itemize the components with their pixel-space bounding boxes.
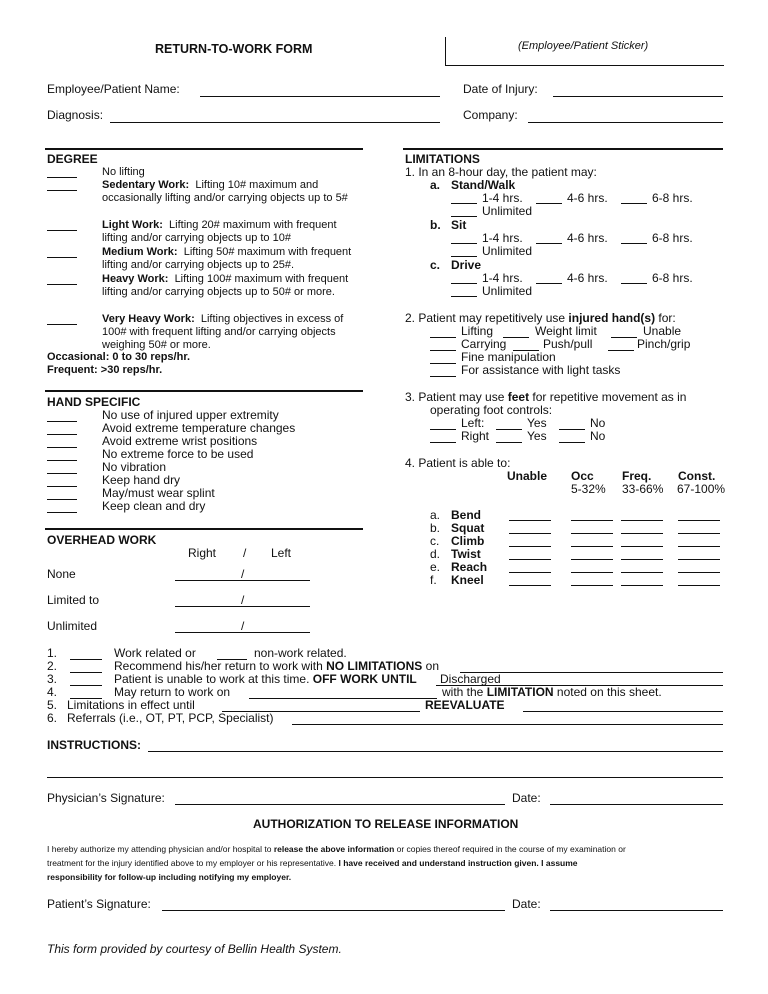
degree-item-medium: Medium Work: Lifting 50# maximum with frequent lifting and/or carrying objects up to 25#. xyxy=(102,246,352,271)
physician-signature-label: Physician’s Signature: xyxy=(47,791,165,805)
action-letter: d. xyxy=(430,547,441,561)
stand-unlimited-field[interactable] xyxy=(451,216,477,217)
referrals-text: Referrals (i.e., OT, PT, PCP, Specialist) xyxy=(67,711,274,725)
q3-yes: Yes xyxy=(527,429,547,443)
num-1: 1. xyxy=(47,646,58,660)
instructions-label: INSTRUCTIONS: xyxy=(47,738,141,752)
opt-1-4: 1-4 hrs. xyxy=(482,231,523,245)
auth-title: AUTHORIZATION TO RELEASE INFORMATION xyxy=(253,817,519,831)
action-rating-field[interactable] xyxy=(509,572,551,573)
col-freq-pct: 33-66% xyxy=(622,482,664,496)
q3-text: 3. Patient may use feet for repetitive movement as in xyxy=(405,390,687,404)
injury-date-field[interactable] xyxy=(553,96,723,97)
hand-checkbox[interactable] xyxy=(47,473,77,474)
group-stand-walk: Stand/Walk xyxy=(451,178,516,192)
num-3: 3. xyxy=(47,672,58,686)
reevaluate-label: REEVALUATE xyxy=(425,698,505,712)
limitations-until-text: Limitations in effect until xyxy=(67,698,195,712)
opt-unlimited: Unlimited xyxy=(482,284,533,298)
action-rating-field[interactable] xyxy=(571,546,613,547)
q3-right-no-field[interactable] xyxy=(559,442,585,443)
name-field[interactable] xyxy=(200,96,440,97)
action-rating-field[interactable] xyxy=(621,572,663,573)
hand-rule xyxy=(45,390,363,392)
stand-1-4-field[interactable] xyxy=(451,203,477,204)
overhead-sep: / xyxy=(241,619,245,633)
q3-left-no-field[interactable] xyxy=(559,429,585,430)
no-limitations-text: Recommend his/her return to work with NO LIMITATIONS on xyxy=(114,659,439,673)
group-letter: c. xyxy=(430,258,441,272)
patient-signature-field[interactable] xyxy=(162,910,505,911)
overhead-row-none: None xyxy=(47,567,76,581)
action-climb: Climb xyxy=(451,534,485,548)
degree-checkbox[interactable] xyxy=(47,177,77,178)
limitations-title: LIMITATIONS xyxy=(405,152,480,166)
hand-item: No use of injured upper extremity xyxy=(102,408,279,422)
hand-checkbox[interactable] xyxy=(47,434,77,435)
q2-carrying: Carrying xyxy=(461,337,507,351)
action-letter: e. xyxy=(430,560,441,574)
off-work-value[interactable]: Discharged xyxy=(440,672,501,686)
physician-date-field[interactable] xyxy=(550,804,723,805)
diagnosis-label: Diagnosis: xyxy=(47,108,104,122)
return-work-text: May return to work on xyxy=(114,685,231,699)
overhead-right-label: Right xyxy=(188,546,217,560)
overhead-row-limited: Limited to xyxy=(47,593,100,607)
q2-fine-field[interactable] xyxy=(430,363,456,364)
action-squat: Squat xyxy=(451,521,485,535)
stand-6-8-field[interactable] xyxy=(621,203,647,204)
reevaluate-field[interactable] xyxy=(523,711,723,712)
action-rating-field[interactable] xyxy=(509,546,551,547)
limitation-text: with the LIMITATION noted on this sheet. xyxy=(442,685,662,699)
overhead-slash: / xyxy=(243,546,247,560)
overhead-rule xyxy=(45,528,363,530)
company-label: Company: xyxy=(463,108,518,122)
degree-item-heavy: Heavy Work: Lifting 100# maximum with frequent lifting and/or carrying objects up to 50# or more. xyxy=(102,273,349,298)
degree-item-light: Light Work: Lifting 20# maximum with frequent lifting and/or carrying objects up to 10# xyxy=(102,219,337,244)
action-rating-field[interactable] xyxy=(678,533,720,534)
physician-date-label: Date: xyxy=(512,791,541,805)
q2-assist-field[interactable] xyxy=(430,376,456,377)
q2-weight: Weight limit xyxy=(535,324,597,338)
overhead-title: OVERHEAD WORK xyxy=(47,533,157,547)
stand-4-6-field[interactable] xyxy=(536,203,562,204)
hand-item: No extreme force to be used xyxy=(102,447,254,461)
auth-line-2: treatment for the injury identified above to my employer or his representative. I have received and understand instruction given. I assume xyxy=(47,858,578,868)
q3-left: Left: xyxy=(461,416,485,430)
action-rating-field[interactable] xyxy=(509,520,551,521)
occasional-note: Occasional: 0 to 30 reps/hr. xyxy=(47,351,191,363)
opt-4-6: 4-6 hrs. xyxy=(567,191,608,205)
opt-6-8: 6-8 hrs. xyxy=(652,231,693,245)
col-freq: Freq. xyxy=(622,469,652,483)
action-rating-field[interactable] xyxy=(621,533,663,534)
q2-lifting-field[interactable] xyxy=(430,337,456,338)
q2-pinch-field[interactable] xyxy=(608,350,634,351)
q4-text: 4. Patient is able to: xyxy=(405,456,511,470)
footer-note: This form provided by courtesy of Bellin Health System. xyxy=(47,942,342,956)
action-rating-field[interactable] xyxy=(571,585,613,586)
num-6: 6. xyxy=(47,711,58,725)
sit-4-6-field[interactable] xyxy=(536,243,562,244)
opt-4-6: 4-6 hrs. xyxy=(567,231,608,245)
action-rating-field[interactable] xyxy=(571,533,613,534)
action-rating-field[interactable] xyxy=(678,572,720,573)
opt-unlimited: Unlimited xyxy=(482,204,533,218)
auth-line-1: I hereby authorize my attending physician and/or hospital to release the above information or copies thereof required in the course of my examination or xyxy=(47,844,626,854)
limitations-rule xyxy=(403,148,723,150)
opt-unlimited: Unlimited xyxy=(482,244,533,258)
frequent-note: Frequent: >30 reps/hr. xyxy=(47,364,163,376)
form-title: RETURN-TO-WORK FORM xyxy=(155,42,313,56)
action-rating-field[interactable] xyxy=(621,585,663,586)
overhead-row-unlimited: Unlimited xyxy=(47,619,98,633)
action-rating-field[interactable] xyxy=(509,585,551,586)
action-twist: Twist xyxy=(451,547,481,561)
hand-checkbox[interactable] xyxy=(47,486,77,487)
opt-1-4: 1-4 hrs. xyxy=(482,271,523,285)
drive-1-4-field[interactable] xyxy=(451,283,477,284)
opt-4-6: 4-6 hrs. xyxy=(567,271,608,285)
q3-right-field[interactable] xyxy=(430,442,456,443)
no-limitations-check[interactable] xyxy=(70,672,102,673)
degree-checkbox[interactable] xyxy=(47,284,77,285)
q2-assist: For assistance with light tasks xyxy=(461,363,621,377)
physician-signature-field[interactable] xyxy=(175,804,505,805)
group-letter: b. xyxy=(430,218,441,232)
action-rating-field[interactable] xyxy=(621,520,663,521)
col-const: Const. xyxy=(678,469,716,483)
hand-checkbox[interactable] xyxy=(47,499,77,500)
action-rating-field[interactable] xyxy=(678,559,720,560)
q2-unable: Unable xyxy=(643,324,682,338)
action-rating-field[interactable] xyxy=(678,546,720,547)
hand-item: Avoid extreme temperature changes xyxy=(102,421,296,435)
q3-left-field[interactable] xyxy=(430,429,456,430)
q3-no: No xyxy=(590,429,606,443)
off-work-text: Patient is unable to work at this time. OFF WORK UNTIL xyxy=(114,672,417,686)
action-bend: Bend xyxy=(451,508,481,522)
group-letter: a. xyxy=(430,178,441,192)
q3-right: Right xyxy=(461,429,490,443)
auth-line-3: responsibility for follow-up including notifying my employer. xyxy=(47,872,292,882)
hand-title: HAND SPECIFIC xyxy=(47,395,141,409)
off-work-check[interactable] xyxy=(70,685,102,686)
hand-item: Keep hand dry xyxy=(102,473,181,487)
name-label: Employee/Patient Name: xyxy=(47,82,180,96)
sit-1-4-field[interactable] xyxy=(451,243,477,244)
opt-6-8: 6-8 hrs. xyxy=(652,271,693,285)
action-letter: c. xyxy=(430,534,440,548)
injury-date-label: Date of Injury: xyxy=(463,82,538,96)
non-work-related-text: non-work related. xyxy=(254,646,347,660)
q3-right-yes-field[interactable] xyxy=(496,442,522,443)
hand-checkbox[interactable] xyxy=(47,460,77,461)
drive-4-6-field[interactable] xyxy=(536,283,562,284)
action-rating-field[interactable] xyxy=(509,533,551,534)
action-letter: f. xyxy=(430,573,437,587)
action-rating-field[interactable] xyxy=(621,546,663,547)
hand-checkbox[interactable] xyxy=(47,512,77,513)
q3-line2: operating foot controls: xyxy=(430,403,553,417)
action-rating-field[interactable] xyxy=(571,520,613,521)
instructions-field-2[interactable] xyxy=(47,777,723,778)
degree-checkbox[interactable] xyxy=(47,230,77,231)
q3-no: No xyxy=(590,416,606,430)
action-letter: b. xyxy=(430,521,441,535)
col-const-pct: 67-100% xyxy=(677,482,726,496)
num-5: 5. xyxy=(47,698,58,712)
q2-fine: Fine manipulation xyxy=(461,350,556,364)
degree-checkbox[interactable] xyxy=(47,324,77,325)
patient-date-field[interactable] xyxy=(550,910,723,911)
return-work-date-field[interactable] xyxy=(249,698,437,699)
hand-item: No vibration xyxy=(102,460,167,474)
q2-lifting: Lifting xyxy=(461,324,494,338)
opt-1-4: 1-4 hrs. xyxy=(482,191,523,205)
referrals-field[interactable] xyxy=(292,724,723,725)
sticker-label: (Employee/Patient Sticker) xyxy=(518,40,649,52)
sit-6-8-field[interactable] xyxy=(621,243,647,244)
degree-title: DEGREE xyxy=(47,152,98,166)
overhead-sep: / xyxy=(241,593,245,607)
patient-date-label: Date: xyxy=(512,897,541,911)
diagnosis-field[interactable] xyxy=(110,122,440,123)
col-occ: Occ xyxy=(571,469,594,483)
degree-rule xyxy=(45,148,363,150)
q2-unable-field[interactable] xyxy=(611,337,637,338)
action-rating-field[interactable] xyxy=(621,559,663,560)
degree-checkbox[interactable] xyxy=(47,190,77,191)
degree-item-none: No lifting xyxy=(102,166,145,178)
hand-item: May/must wear splint xyxy=(102,486,215,500)
degree-checkbox[interactable] xyxy=(47,257,77,258)
q2-text: 2. Patient may repetitively use injured hand(s) for: xyxy=(405,311,676,325)
num-2: 2. xyxy=(47,659,58,673)
degree-item-sedentary: Sedentary Work: Lifting 10# maximum and occasionally lifting and/or carrying objects up to 5# xyxy=(102,179,348,204)
hand-checkbox[interactable] xyxy=(47,421,77,422)
patient-signature-label: Patient’s Signature: xyxy=(47,897,151,911)
overhead-left-label: Left xyxy=(271,546,292,560)
action-kneel: Kneel xyxy=(451,573,484,587)
limitations-intro: 1. In an 8-hour day, the patient may: xyxy=(405,165,597,179)
degree-item-very-heavy: Very Heavy Work: Lifting objectives in excess of 100# with frequent lifting and/or carrying objects weighing 50# or more. xyxy=(102,313,344,351)
action-rating-field[interactable] xyxy=(571,559,613,560)
action-rating-field[interactable] xyxy=(678,585,720,586)
hand-item: Keep clean and dry xyxy=(102,499,206,513)
opt-6-8: 6-8 hrs. xyxy=(652,191,693,205)
hand-checkbox[interactable] xyxy=(47,447,77,448)
company-field[interactable] xyxy=(528,122,723,123)
action-letter: a. xyxy=(430,508,441,522)
q2-weight-field[interactable] xyxy=(503,337,529,338)
q2-pinch: Pinch/grip xyxy=(637,337,691,351)
drive-unlimited-field[interactable] xyxy=(451,296,477,297)
group-drive: Drive xyxy=(451,258,482,272)
work-related-field[interactable] xyxy=(70,659,102,660)
col-occ-pct: 5-32% xyxy=(571,482,606,496)
num-4: 4. xyxy=(47,685,58,699)
drive-6-8-field[interactable] xyxy=(621,283,647,284)
instructions-field[interactable] xyxy=(148,751,723,752)
action-rating-field[interactable] xyxy=(509,559,551,560)
overhead-sep: / xyxy=(241,567,245,581)
action-rating-field[interactable] xyxy=(678,520,720,521)
action-reach: Reach xyxy=(451,560,488,574)
q3-yes: Yes xyxy=(527,416,547,430)
q2-carrying-field[interactable] xyxy=(430,350,456,351)
sit-unlimited-field[interactable] xyxy=(451,256,477,257)
col-unable: Unable xyxy=(507,469,548,483)
q3-left-yes-field[interactable] xyxy=(496,429,522,430)
action-rating-field[interactable] xyxy=(571,572,613,573)
hand-item: Avoid extreme wrist positions xyxy=(102,434,258,448)
group-sit: Sit xyxy=(451,218,467,232)
q2-pushpull: Push/pull xyxy=(543,337,593,351)
work-related-text: Work related or xyxy=(114,646,196,660)
